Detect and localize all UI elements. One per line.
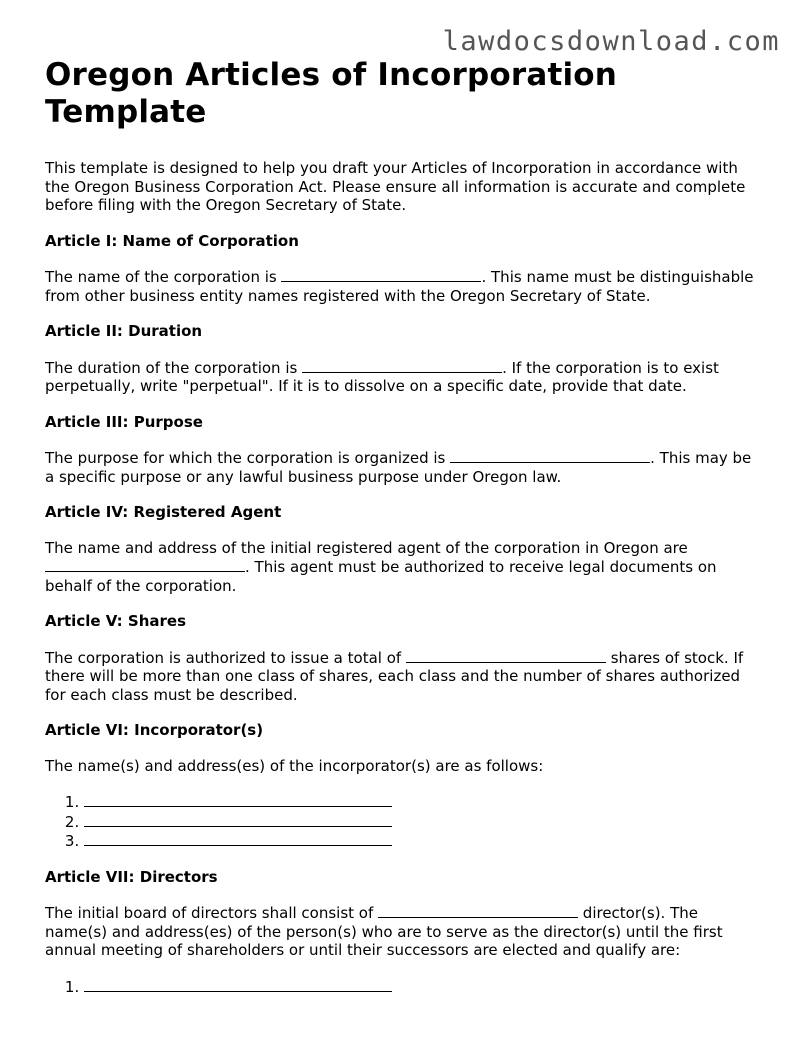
article-1-text-after: . This name must be distinguishable from other business entity names registered with the Oregon Secretary of State. [45,268,754,305]
article-2-text-before: The duration of the corporation is [45,358,303,377]
article-4-text-before: The name and address of the initial registered agent of the corporation in Oregon are [45,538,688,557]
article-2-text-after: . If the corporation is to exist perpetually, write "perpetual". If it is to dissolve on a specific date, provide that date. [45,358,719,395]
article-7-heading: Article VII: Directors [45,867,218,886]
list-item [84,792,760,812]
shares-blank[interactable] [406,648,606,663]
article-3-text [45,448,760,486]
article-4-text [45,539,760,596]
article-7-text-after: director(s). The name(s) and address(es) of the person(s) who are to serve as the director(s) until the first annual meeting of shareholders or until their successors are elected and qualify are: [45,904,723,959]
article-1-text [45,267,760,305]
intro-paragraph: This template is designed to help you draft your Articles of Incorporation in accordance with the Oregon Business Corporation Act. Please ensure all information is accurate and complete before filing with the Oregon Secretary of State. [45,159,746,214]
corporation-name-blank[interactable] [281,267,481,282]
article-1-text-before: The name of the corporation is [45,268,282,286]
purpose-blank[interactable] [450,448,650,463]
article-7-text-before: The initial board of directors shall consist of [45,904,379,922]
watermark: lawdocsdownload.com [442,26,780,57]
director-blank-1[interactable] [84,977,392,992]
incorporator-blank-3[interactable] [84,831,392,846]
article-6-text: The name(s) and address(es) of the incorporator(s) are as follows: [45,756,544,775]
registered-agent-blank[interactable] [45,557,245,572]
incorporator-blank-2[interactable] [84,812,392,827]
list-item [84,831,760,851]
article-5-text-before: The corporation is authorized to issue a total of [45,648,406,667]
article-3-text-after: . This may be a specific purpose or any lawful business purpose under Oregon law. [45,449,752,486]
article-3-text-before: The purpose for which the corporation is organized is [45,449,451,467]
duration-blank[interactable] [302,358,502,373]
incorporator-list [45,792,760,851]
article-4-heading: Article IV: Registered Agent [45,503,282,521]
article-1-heading: Article I: Name of Corporation [45,231,299,250]
article-4-text-after: . This agent must be authorized to receive legal documents on behalf of the corporation. [45,558,717,595]
article-5-heading: Article V: Shares [45,612,187,630]
article-7-text [45,903,760,960]
article-6-heading: Article VI: Incorporator(s) [45,721,264,739]
page-title: Oregon Articles of Incorporation Template [45,57,618,130]
article-5-text [45,648,760,705]
incorporator-blank-1[interactable] [84,792,392,807]
list-item [84,812,760,832]
article-2-heading: Article II: Duration [45,322,203,340]
article-3-heading: Article III: Purpose [45,412,203,431]
director-count-blank[interactable] [378,903,578,918]
article-5-text-after: shares of stock. If there will be more than one class of shares, each class and the number of shares authorized for each class must be described. [45,648,744,704]
article-2-text [45,358,760,396]
list-item [84,977,760,997]
director-list [45,977,760,997]
document-body [45,57,760,1013]
